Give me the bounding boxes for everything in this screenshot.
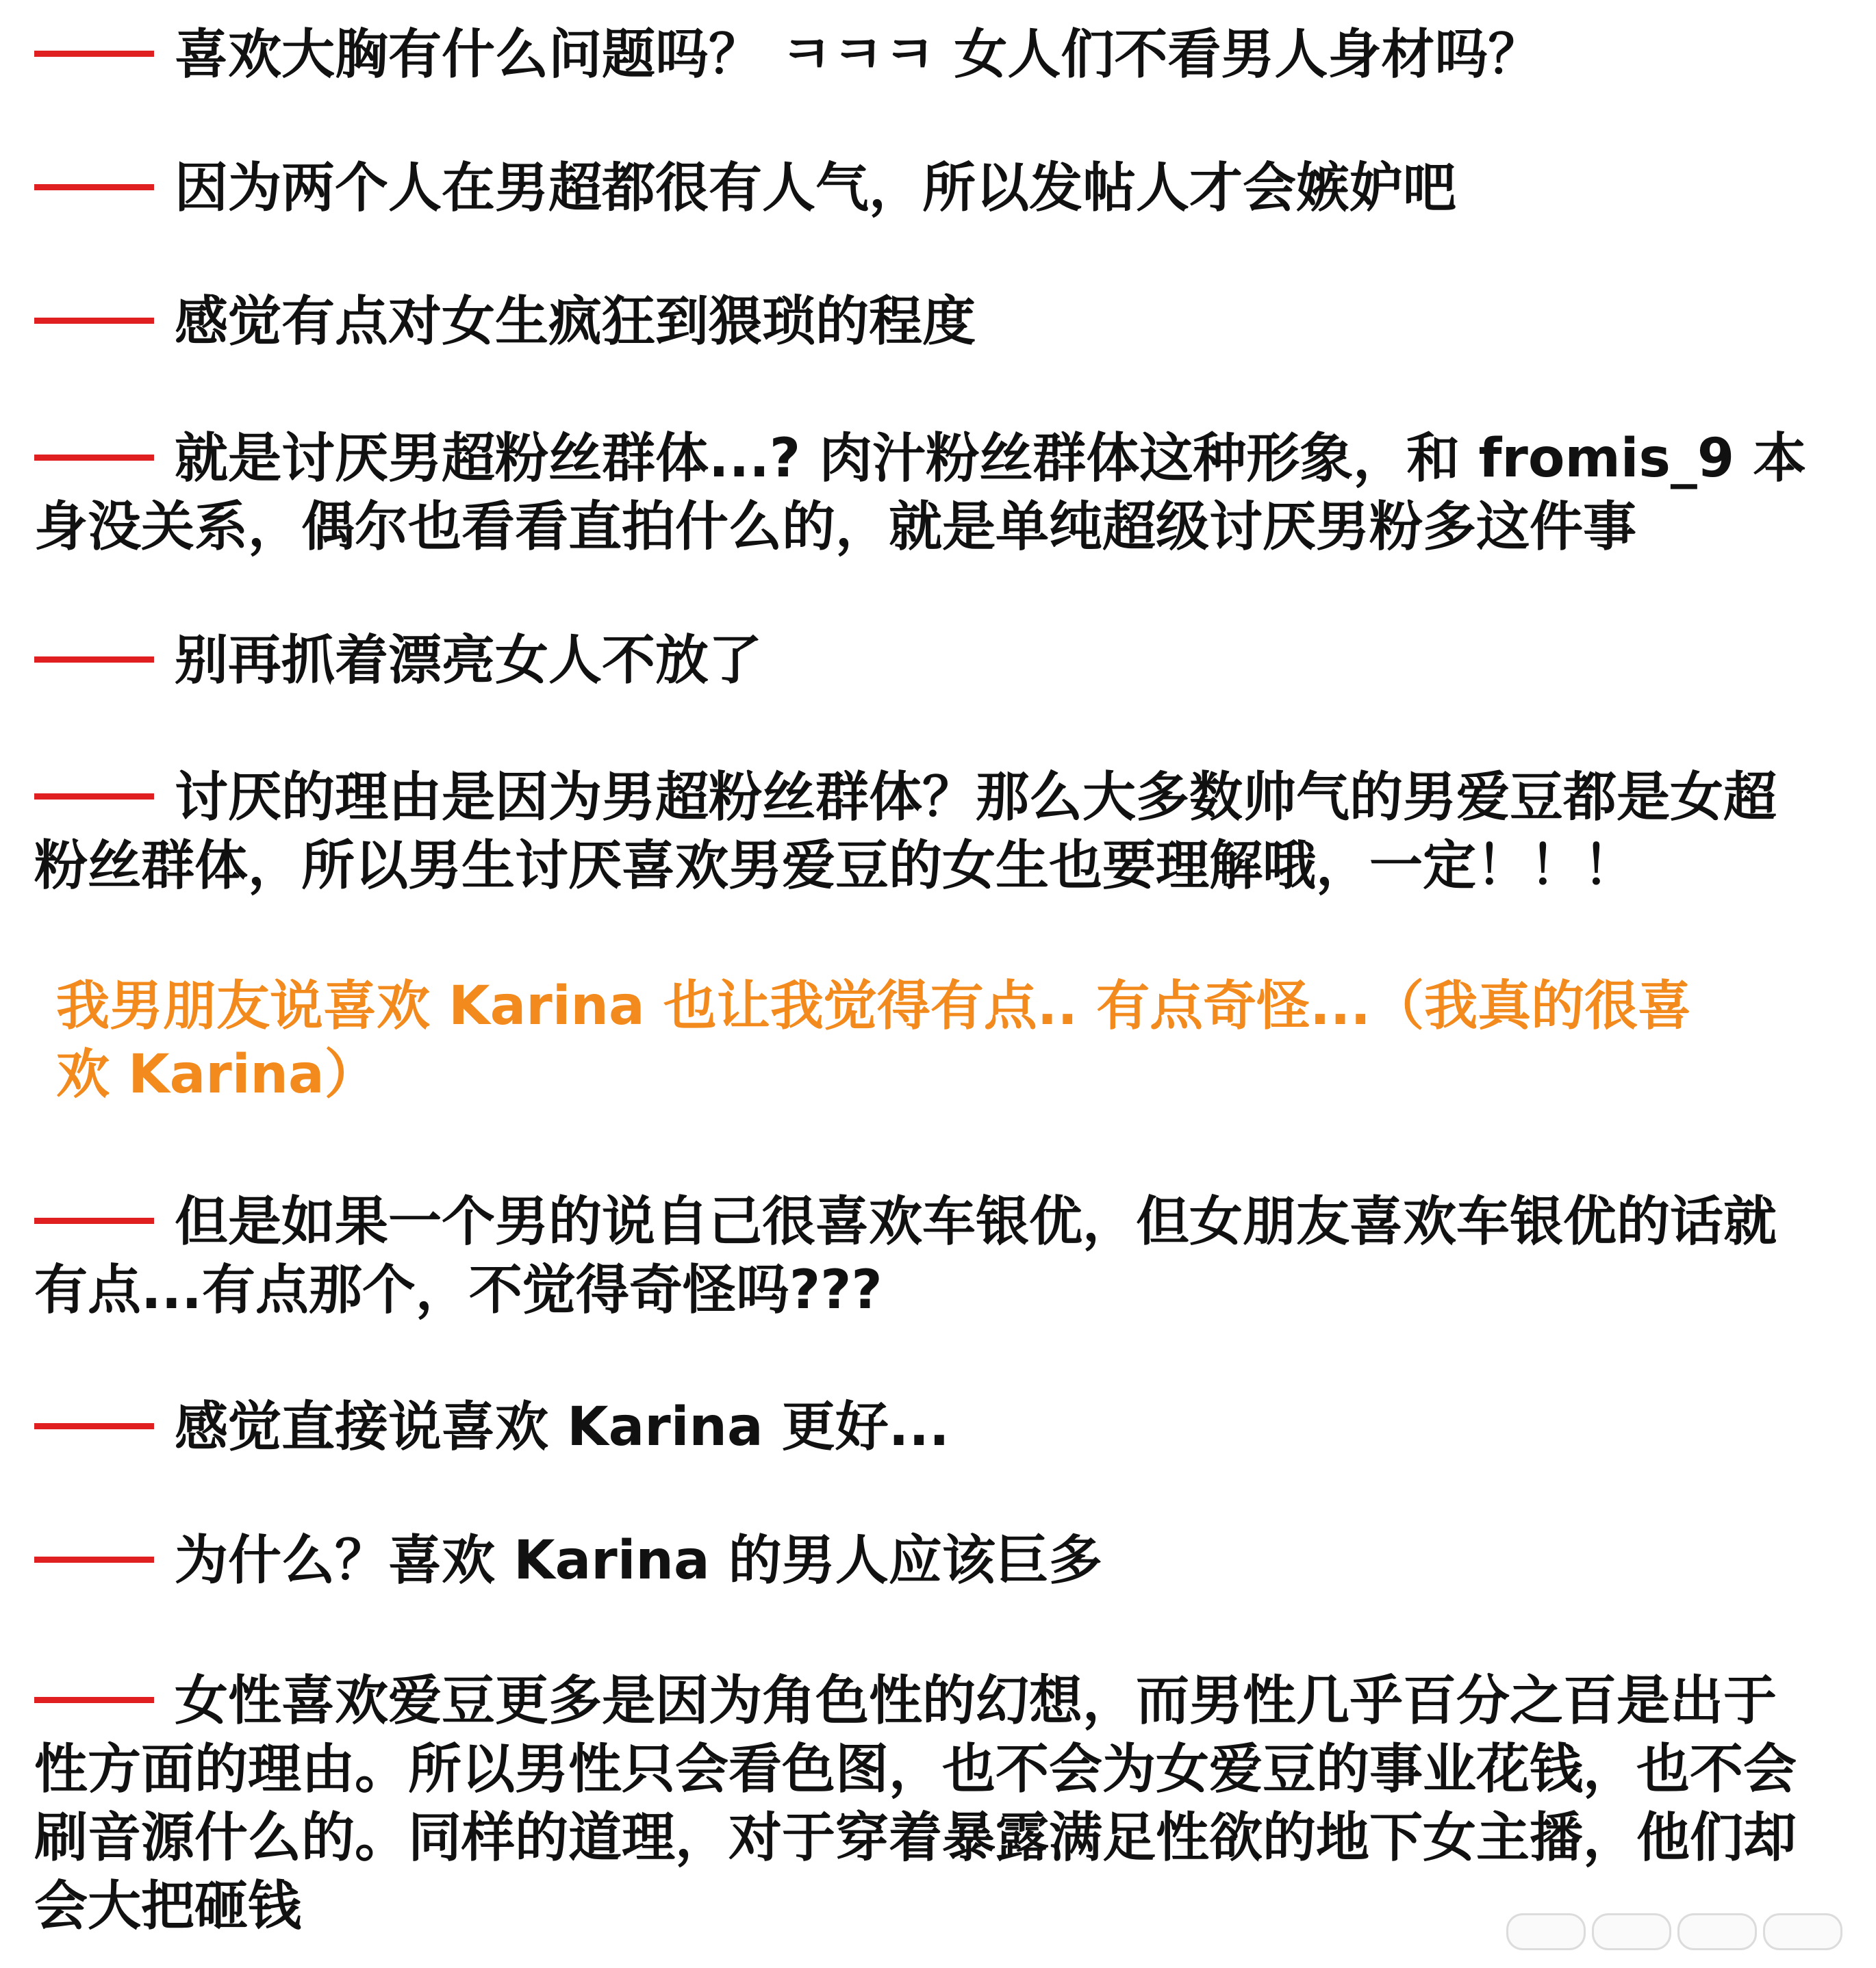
watermark-shape: [1506, 1913, 1586, 1950]
comment-5: [34, 626, 1828, 695]
comment-4: [34, 424, 1828, 561]
comment-11: [34, 1667, 1828, 1941]
watermark-shape: [1592, 1913, 1671, 1950]
comment-text: 就是讨厌男超粉丝群体...? 肉汁粉丝群体这种形象，和 fromis_9 本身没关系，偶尔也看看直拍什么的，就是单纯超级讨厌男粉多这件事: [34, 428, 1807, 558]
comment-1: [34, 21, 1828, 89]
comment-2: [34, 154, 1828, 222]
comment-text: 为什么？喜欢 Karina 的男人应该巨多: [175, 1530, 1102, 1592]
comment-10: [34, 1526, 1828, 1595]
watermark-shape: [1677, 1913, 1757, 1950]
comment-text: 因为两个人在男超都很有人气，所以发帖人才会嫉妒吧: [175, 157, 1457, 219]
comment-text: 但是如果一个男的说自己很喜欢车银优，但女朋友喜欢车银优的话就有点...有点那个，不觉得奇怪吗???: [34, 1191, 1777, 1321]
comment-3: [34, 287, 1828, 356]
comment-8: [34, 1188, 1828, 1325]
comment-text: 感觉直接说喜欢 Karina 更好...: [175, 1396, 950, 1458]
comment-6: [34, 763, 1828, 900]
comment-dash: [34, 1697, 154, 1703]
comment-text: 喜欢大胸有什么问题吗？ ㅋㅋㅋ 女人们不看男人身材吗？: [175, 24, 1542, 86]
watermark-shape: [1763, 1913, 1842, 1950]
comment-dash: [34, 318, 154, 324]
comment-text: 别再抓着漂亮女人不放了: [175, 630, 763, 691]
highlighted-comment-text: 我男朋友说喜欢 Karina 也让我觉得有点.. 有点奇怪...（我真的很喜欢 Karina）: [56, 975, 1692, 1106]
comment-dash: [34, 1557, 154, 1563]
comment-dash: [34, 455, 154, 461]
comment-dash: [34, 51, 154, 57]
comment-dash: [34, 793, 154, 800]
comment-text: 讨厌的理由是因为男超粉丝群体？那么大多数帅气的男爱豆都是女超粉丝群体，所以男生讨厌喜欢男爱豆的女生也要理解哦，一定！！！: [34, 767, 1777, 897]
comment-dash: [34, 184, 154, 190]
comment-9: [34, 1393, 1828, 1461]
watermark-logo: [1506, 1913, 1849, 1947]
comment-dash: [34, 1218, 154, 1224]
highlighted-comment: [56, 972, 1727, 1109]
comment-dash: [34, 656, 154, 663]
comment-text: 女性喜欢爱豆更多是因为角色性的幻想，而男性几乎百分之百是出于性方面的理由。所以男性只会看色图，也不会为女爱豆的事业花钱，也不会刷音源什么的。同样的道理，对于穿着暴露满足性欲的地下女主播，他们却会大把砸钱: [34, 1670, 1797, 1937]
comment-dash: [34, 1423, 154, 1429]
comment-text: 感觉有点对女生疯狂到猥琐的程度: [175, 291, 976, 353]
